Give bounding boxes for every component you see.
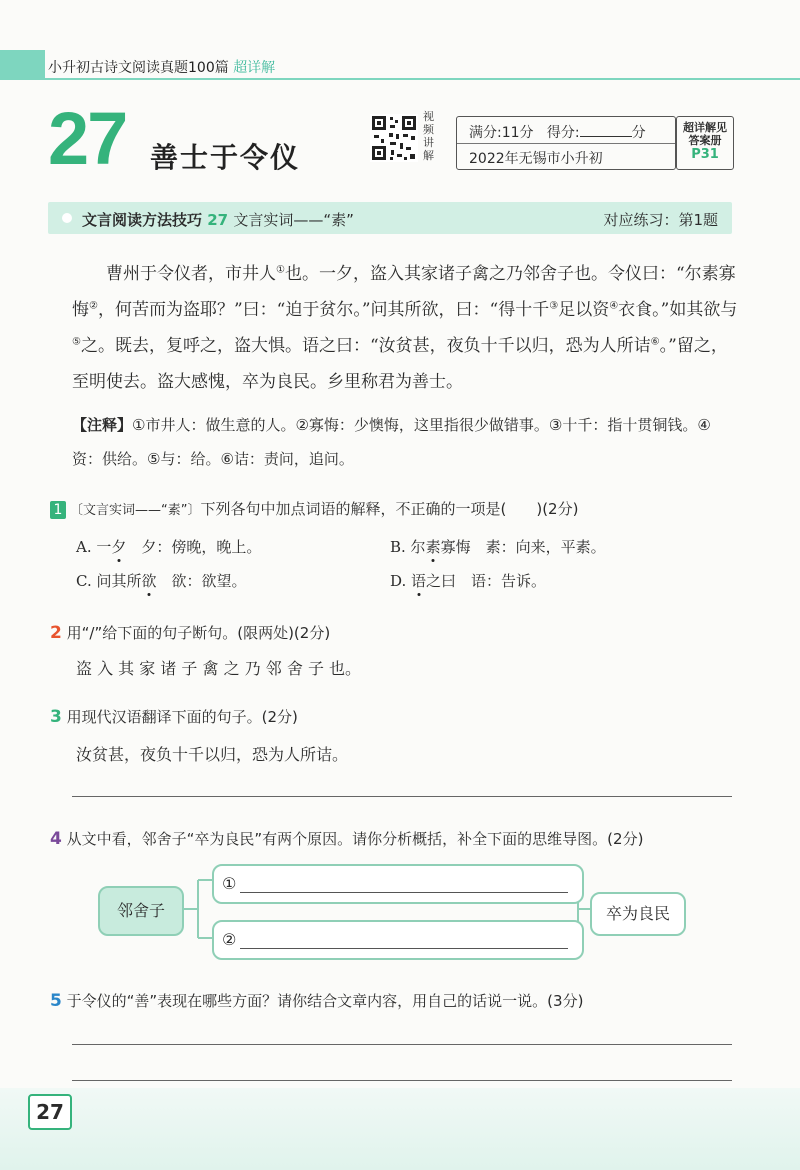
branch-1-blank[interactable] [240, 892, 568, 893]
method-topic: 文言实词——“素” [233, 211, 354, 229]
question-1-tag: 〔文言实词——“素”〕 [70, 503, 201, 518]
option-c-pre: C. 问其所 [76, 572, 142, 590]
got-score-unit: 分 [631, 125, 646, 141]
got-score-blank[interactable] [580, 124, 632, 137]
note-ref: ③ [549, 300, 559, 312]
notes [72, 408, 740, 476]
option-a-dotted: 夕 [111, 538, 127, 556]
note-ref: ④ [609, 300, 619, 312]
passage-seg: 足以资 [558, 300, 610, 320]
mind-map-result: 卒为良民 [590, 892, 686, 936]
option-d-dotted: 语 [411, 572, 427, 590]
got-score-label: 得分: [546, 125, 580, 141]
score-box-divider [457, 143, 675, 144]
question-4 [50, 828, 643, 849]
method-title: 文言阅读方法技巧 [82, 211, 203, 229]
passage-seg: 之。既去，复呼之，盗大惧。语之曰：“汝贫甚，夜负十千以归，恐为人所诘 [80, 336, 651, 356]
question-2-sentence[interactable]: 盗 入 其 家 诸 子 禽 之 乃 邻 舍 子 也。 [76, 659, 362, 678]
option-d-pre: D. [390, 572, 412, 590]
question-3 [50, 706, 298, 727]
question-5-number: 5 [50, 991, 62, 1011]
footer-strip [0, 1088, 800, 1170]
mind-map-root: 邻舍子 [98, 886, 184, 936]
source-label: 2022年无锡市小升初 [469, 151, 603, 167]
answer-reference [676, 116, 734, 170]
question-3-number: 3 [50, 707, 62, 727]
question-3-answer-line[interactable] [72, 796, 732, 797]
passage-seg: ，何苦而为盗耶？”曰：“迫于贫尔。”问其所欲，曰：“得十千 [97, 300, 550, 320]
lesson-number: 27 [48, 97, 127, 180]
mind-map-branch-2[interactable] [212, 920, 584, 960]
method-bar [48, 202, 732, 234]
option-d[interactable] [390, 570, 546, 591]
full-score: 满分:11分 [469, 125, 534, 141]
branch-2-label: ② [222, 930, 237, 949]
option-b-dotted: 素 [425, 538, 441, 556]
note-ref: ② [89, 300, 98, 312]
option-a-post: 夕：傍晚，晚上。 [126, 538, 262, 556]
answer-page: P31 [691, 147, 719, 162]
option-a-pre: A. 一 [76, 538, 112, 556]
method-dot-icon [62, 213, 72, 223]
notes-text: ①市井人：做生意的人。②寡悔：少懊悔，这里指很少做错事。③十千：指十贯铜钱。④资：供给。⑤与：给。⑥诘：责问，追问。 [72, 416, 711, 468]
question-2 [50, 622, 330, 643]
notes-label: 【注释】 [72, 416, 133, 434]
passage-text [72, 256, 740, 400]
option-b-post: 寡悔 素：向来，平素。 [440, 538, 606, 556]
question-5 [50, 990, 583, 1011]
note-ref: ⑥ [650, 336, 660, 348]
option-a[interactable] [76, 536, 261, 557]
method-title-line [82, 209, 354, 230]
header-rule [45, 78, 800, 80]
question-5-answer-line-2[interactable] [72, 1080, 732, 1081]
question-5-answer-line-1[interactable] [72, 1044, 732, 1045]
question-1-number: 1 [50, 501, 66, 519]
note-ref: ① [276, 264, 285, 276]
passage-seg: 衣食。”如其欲与 [618, 300, 738, 320]
option-b[interactable] [390, 536, 606, 557]
method-number: 27 [207, 211, 229, 229]
passage-seg: 曹州于令仪者，市井人 [106, 264, 276, 284]
series-title [48, 57, 275, 77]
option-c-dotted: 欲 [141, 572, 157, 590]
answer-line1: 超详解见 [683, 121, 727, 134]
question-1 [50, 498, 578, 519]
question-2-number: 2 [50, 623, 62, 643]
passage-seg: 也。一夕，盗入其家诸子禽之乃邻舍子也。令仪曰：“尔素寡悔 [72, 264, 736, 320]
note-ref: ⑤ [72, 336, 81, 348]
answer-line2: 答案册 [688, 134, 722, 147]
question-5-text: 于令仪的“善”表现在哪些方面？请你结合文章内容，用自己的话说一说。(3分) [66, 992, 584, 1010]
branch-2-blank[interactable] [240, 948, 568, 949]
method-practice: 对应练习：第1题 [603, 211, 718, 229]
score-box [456, 116, 676, 170]
qr-label: 视频讲解 [423, 110, 434, 162]
branch-1-label: ① [222, 874, 237, 893]
mind-map-branch-1[interactable] [212, 864, 584, 904]
qr-code-icon[interactable] [370, 114, 418, 162]
question-3-sentence: 汝贫甚，夜负十千以归，恐为人所诘。 [76, 745, 349, 764]
series-highlight: 超详解 [233, 60, 276, 76]
question-4-number: 4 [50, 829, 62, 849]
question-3-text: 用现代汉语翻译下面的句子。(2分) [66, 708, 298, 726]
header-stripe [0, 50, 45, 80]
question-4-text: 从文中看，邻舍子“卒为良民”有两个原因。请你分析概括，补全下面的思维导图。(2分) [66, 830, 644, 848]
page-number: 27 [28, 1094, 72, 1130]
passage-seg: 。”留之，至明使去。盗大感愧，卒为良民。乡里称君为善士。 [72, 336, 728, 392]
series-title-text: 小升初古诗文阅读真题100篇 [48, 60, 229, 76]
question-1-text: 下列各句中加点词语的解释，不正确的一项是( )(2分) [200, 500, 579, 518]
option-b-pre: B. 尔 [390, 538, 426, 556]
option-d-post: 之曰 语：告诉。 [426, 572, 547, 590]
score-row [469, 122, 646, 142]
lesson-title: 善士于令仪 [150, 141, 301, 174]
option-c-post: 欲：欲望。 [156, 572, 247, 590]
option-c[interactable] [76, 570, 247, 591]
question-2-text: 用“/”给下面的句子断句。(限两处)(2分) [66, 624, 331, 642]
